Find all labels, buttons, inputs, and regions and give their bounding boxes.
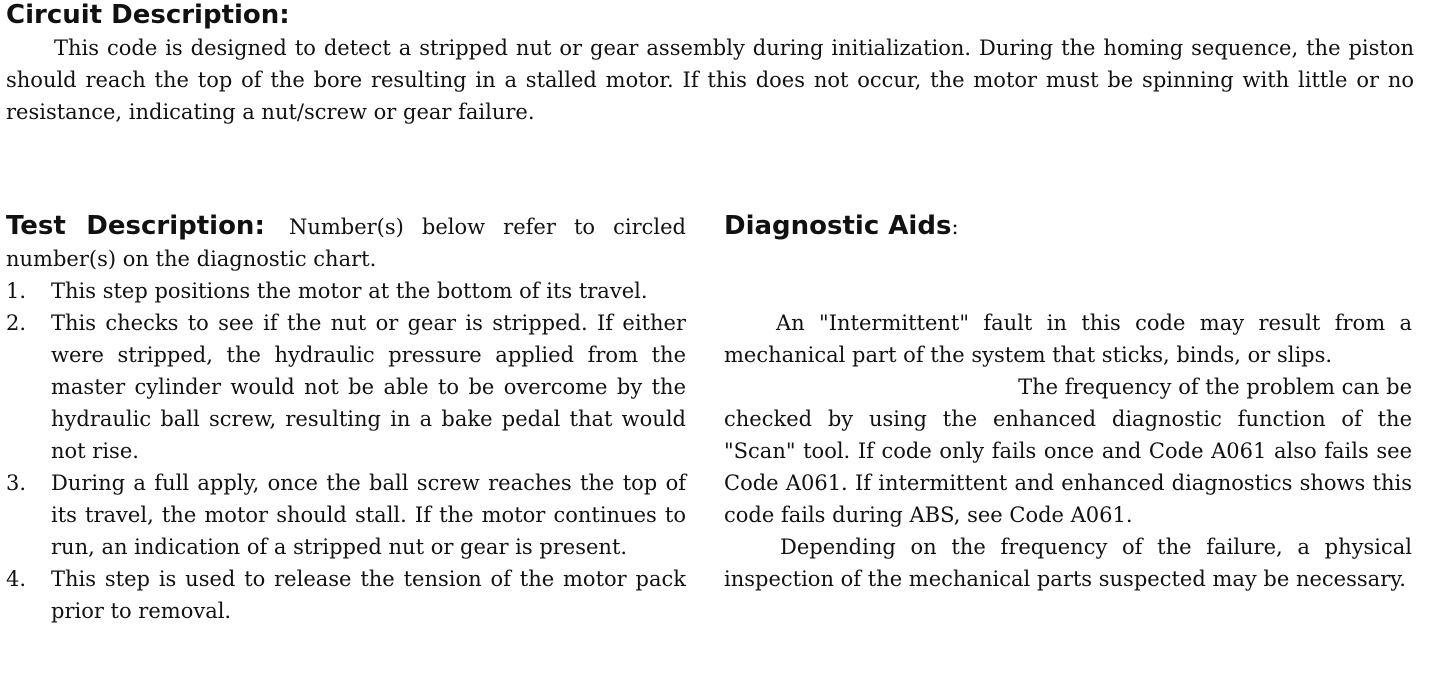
test-step-text: During a full apply, once the ball screw reaches the top of its travel, the motor should stall. If the motor continues to run, an indication of a stripped nut or gear is present.: [51, 471, 686, 559]
diagnostic-aids-section: [724, 210, 1412, 595]
test-description-intro-block: [6, 210, 686, 275]
test-step-text: This step is used to release the tension of the motor pack prior to removal.: [51, 567, 686, 623]
test-step-text: This step positions the motor at the bottom of its travel.: [51, 279, 648, 303]
diagnostic-aids-heading-line: [724, 210, 1412, 243]
circuit-description-section: [6, 0, 1414, 128]
circuit-description-heading: Circuit Description:: [6, 0, 290, 30]
test-step-number: 4.: [6, 567, 27, 591]
test-step-1: [6, 275, 686, 307]
test-description-section: [6, 210, 686, 627]
test-step-4: [6, 563, 686, 627]
diagnostic-aids-paragraph-2: checked by using the enhanced diagnostic function of the "Scan" tool. If code only fails once and Code A061 also fails see Code A061. If intermittent and enhanced diagnostics shows this code fails during ABS, see Code A061.: [724, 407, 1412, 527]
test-steps-list: [6, 275, 686, 627]
test-step-2: [6, 307, 686, 467]
diagnostic-aids-heading: Diagnostic Aids: [724, 211, 952, 241]
test-step-number: 3.: [6, 471, 27, 495]
test-step-text: This checks to see if the nut or gear is stripped. If either were stripped, the hydraulic pressure applied from the master cylinder would not be able to be overcome by the hydraulic ball screw, resulting in a bake pedal that would not rise.: [51, 311, 686, 463]
test-step-number: 2.: [6, 311, 27, 335]
test-step-number: 1.: [6, 279, 27, 303]
diagnostic-aids-paragraph-3: Depending on the frequency of the failure, a physical inspection of the mechanical parts suspected may be necessary.: [724, 535, 1412, 591]
diagnostic-aids-heading-colon: :: [951, 215, 959, 239]
diagnostic-aids-paragraph-1: An "Intermittent" fault in this code may result from a mechanical part of the system that sticks, binds, or slips.: [724, 311, 1412, 367]
test-description-heading: Test Description:: [6, 211, 265, 241]
test-description-intro: Number(s) below refer to circled number(s) on the diagnostic chart.: [6, 215, 686, 271]
circuit-description-paragraph: This code is designed to detect a stripped nut or gear assembly during initialization. During the homing sequence, the piston should reach the top of the bore resulting in a stalled motor. If this does not occur, the motor must be spinning with little or no resistance, indicating a nut/screw or gear failure.: [6, 36, 1414, 124]
diagnostic-aids-paragraph-2-first-line: The frequency of the problem can be: [1018, 375, 1412, 399]
test-step-3: [6, 467, 686, 563]
